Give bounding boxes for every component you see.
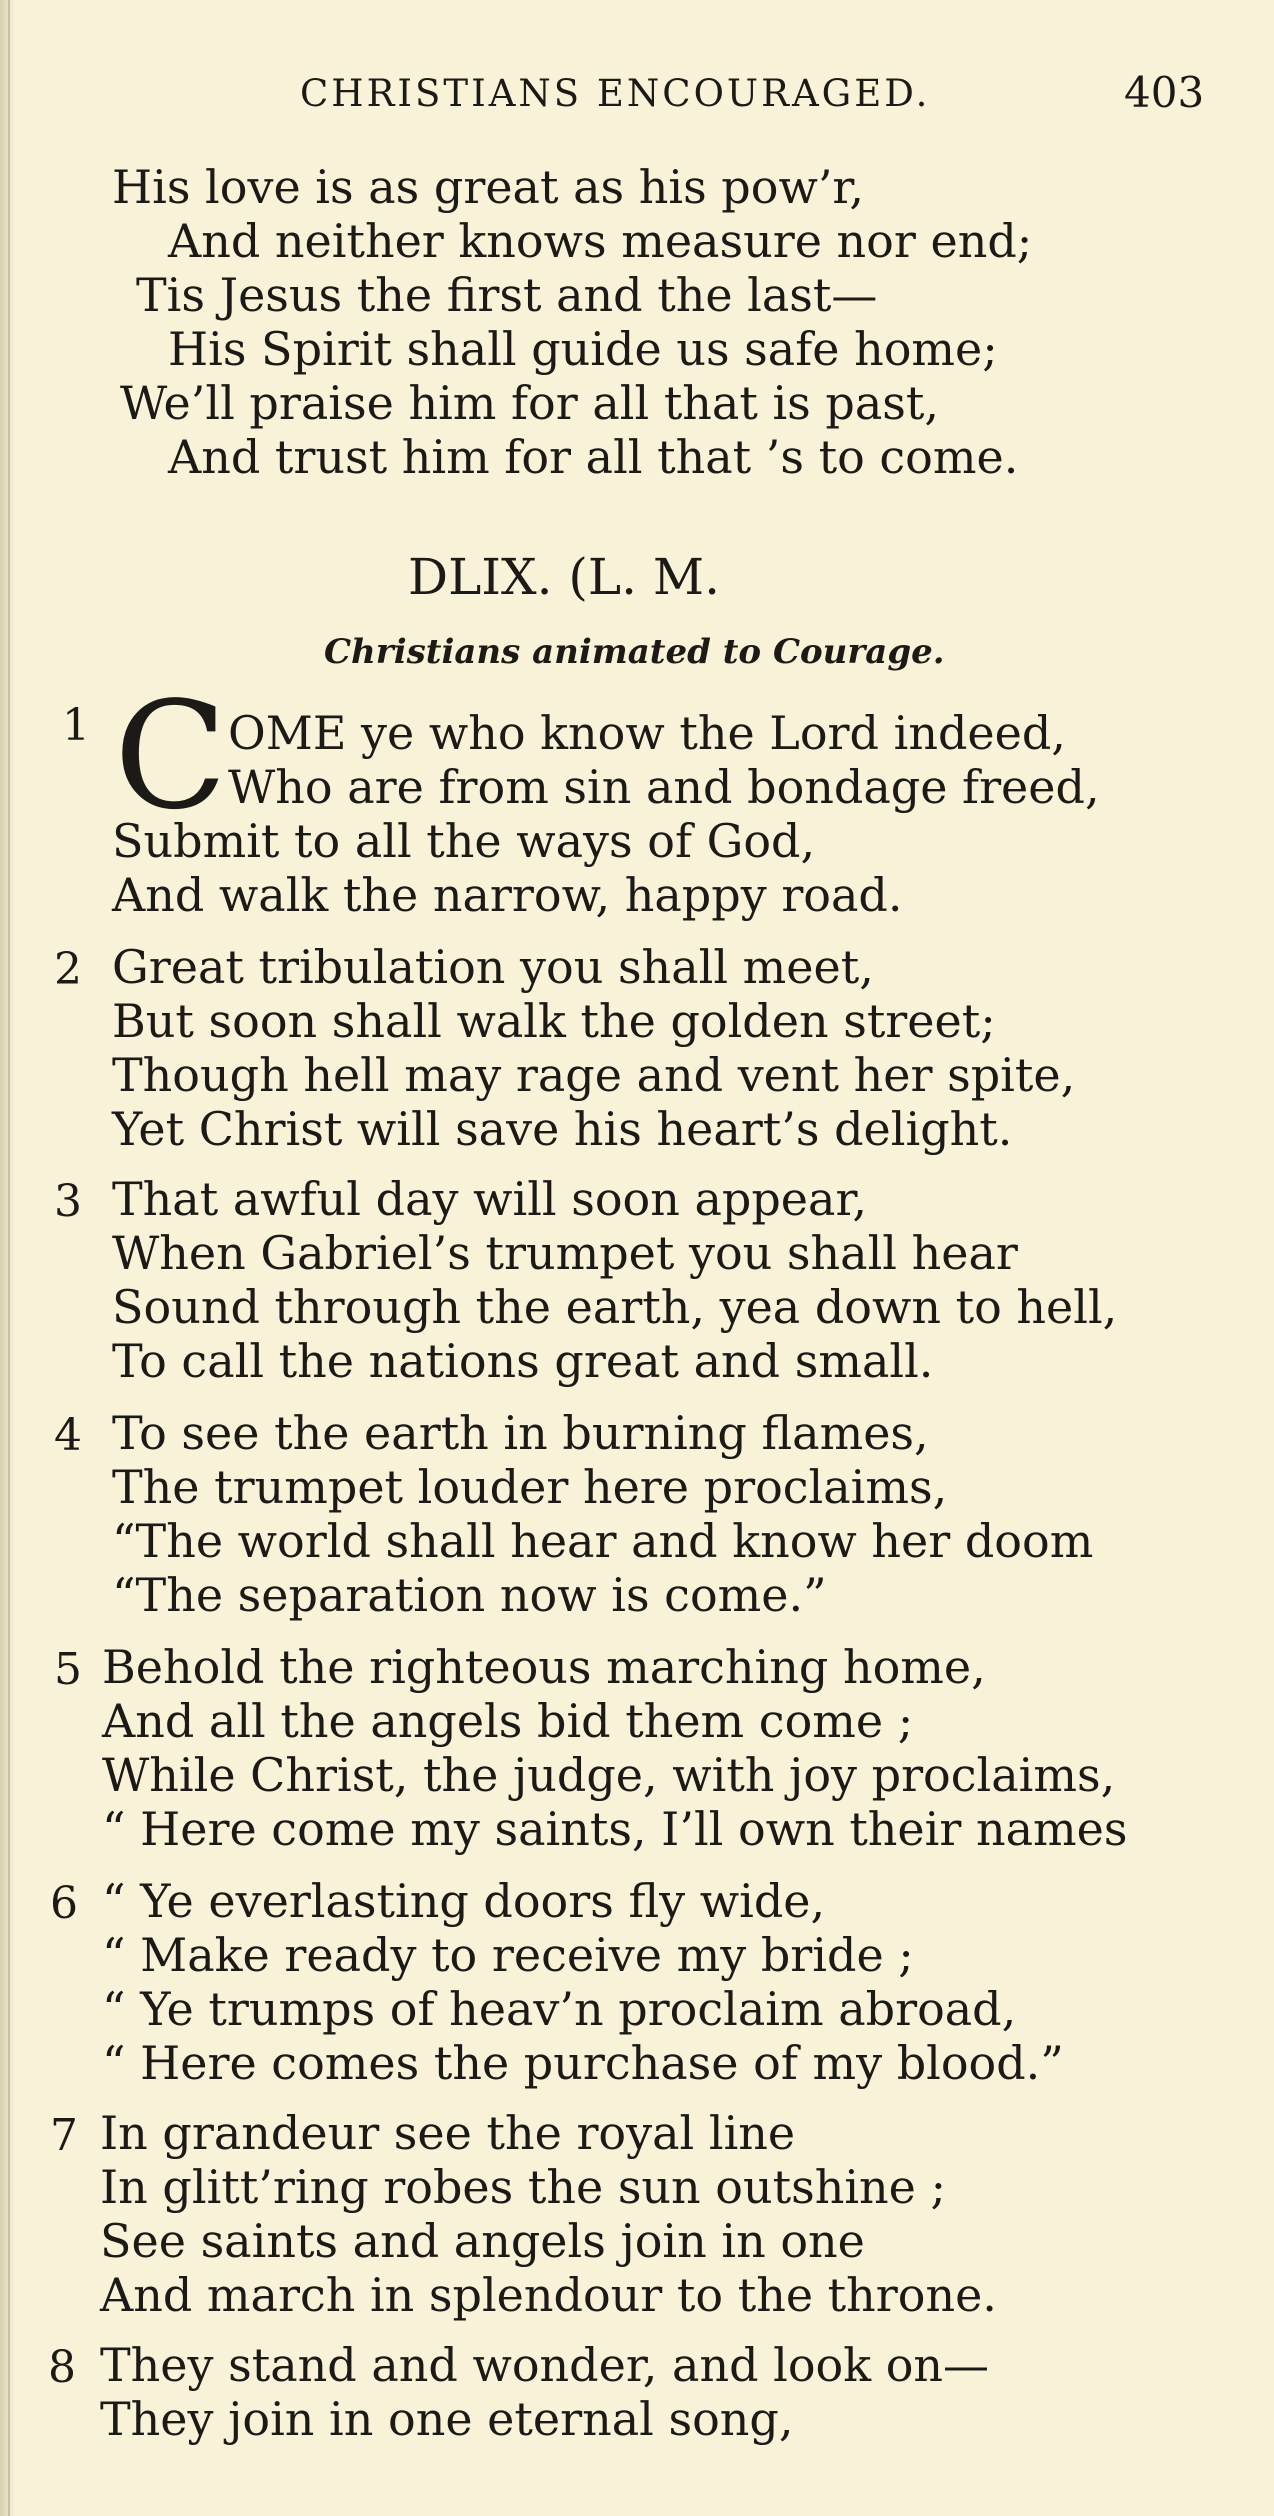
- page-number: 403: [1124, 68, 1205, 117]
- verse-line: “ Here come my saints, I’ll own their names: [102, 1802, 1128, 1856]
- verse-number: 7: [50, 2110, 78, 2161]
- verse-line: And walk the narrow, happy road.: [112, 868, 903, 922]
- page-binding-edge: [0, 0, 16, 2516]
- stanza-line: Tis Jesus the first and the last—: [136, 268, 878, 322]
- stanza-line: His love is as great as his pow’r,: [112, 160, 864, 214]
- verse-line: That awful day will soon appear,: [112, 1172, 868, 1226]
- verse-line: And march in splendour to the throne.: [100, 2268, 997, 2322]
- verse-line: “ Here comes the purchase of my blood.”: [102, 2036, 1064, 2090]
- drop-cap: C: [114, 670, 228, 842]
- verse-line: “The separation now is come.”: [112, 1568, 827, 1622]
- verse-number: 1: [62, 700, 90, 751]
- verse-line: “ Ye trumps of heav’n proclaim abroad,: [102, 1982, 1017, 2036]
- verse-number: 4: [54, 1410, 82, 1461]
- verse-line: To see the earth in burning flames,: [112, 1406, 929, 1460]
- verse-line: To call the nations great and small.: [112, 1334, 934, 1388]
- verse-line: The trumpet louder here proclaims,: [112, 1460, 948, 1514]
- verse-line: Sound through the earth, yea down to hell,: [112, 1280, 1118, 1334]
- verse-number: 8: [48, 2342, 76, 2393]
- hymn-subtitle: Christians animated to Courage.: [324, 632, 945, 672]
- verse-line: They join in one eternal song,: [100, 2392, 794, 2446]
- verse-line: But soon shall walk the golden street;: [112, 994, 996, 1048]
- verse-line: While Christ, the judge, with joy proclaims,: [102, 1748, 1116, 1802]
- verse-line: Yet Christ will save his heart’s delight.: [112, 1102, 1013, 1156]
- verse-line: When Gabriel’s trumpet you shall hear: [112, 1226, 1018, 1280]
- verse-number: 2: [54, 944, 82, 995]
- verse-line: In grandeur see the royal line: [100, 2106, 796, 2160]
- verse-line: OME ye who know the Lord indeed,: [228, 706, 1066, 760]
- verse-line: See saints and angels join in one: [100, 2214, 865, 2268]
- stanza-line: We’ll praise him for all that is past,: [120, 376, 939, 430]
- stanza-line: And neither knows measure nor end;: [168, 214, 1033, 268]
- verse-line: Behold the righteous marching home,: [102, 1640, 986, 1694]
- running-title: CHRISTIANS ENCOURAGED.: [300, 72, 931, 115]
- verse-line: Who are from sin and bondage freed,: [228, 760, 1100, 814]
- verse-line: “ Make ready to receive my bride ;: [102, 1928, 914, 1982]
- verse-line: In glitt’ring robes the sun outshine ;: [100, 2160, 947, 2214]
- verse-line: And all the angels bid them come ;: [102, 1694, 914, 1748]
- stanza-line: And trust him for all that ’s to come.: [168, 430, 1019, 484]
- hymn-title: DLIX. (L. M.: [408, 548, 721, 606]
- verse-line: They stand and wonder, and look on—: [100, 2338, 990, 2392]
- verse-number: 3: [54, 1176, 82, 1227]
- verse-line: Great tribulation you shall meet,: [112, 940, 874, 994]
- verse-number: 5: [54, 1644, 82, 1695]
- stanza-line: His Spirit shall guide us safe home;: [168, 322, 998, 376]
- verse-line: “The world shall hear and know her doom: [112, 1514, 1094, 1568]
- verse-line: Though hell may rage and vent her spite,: [112, 1048, 1076, 1102]
- verse-number: 6: [50, 1878, 78, 1929]
- verse-line: Submit to all the ways of God,: [112, 814, 816, 868]
- verse-line: “ Ye everlasting doors fly wide,: [102, 1874, 826, 1928]
- running-head: [0, 68, 1274, 122]
